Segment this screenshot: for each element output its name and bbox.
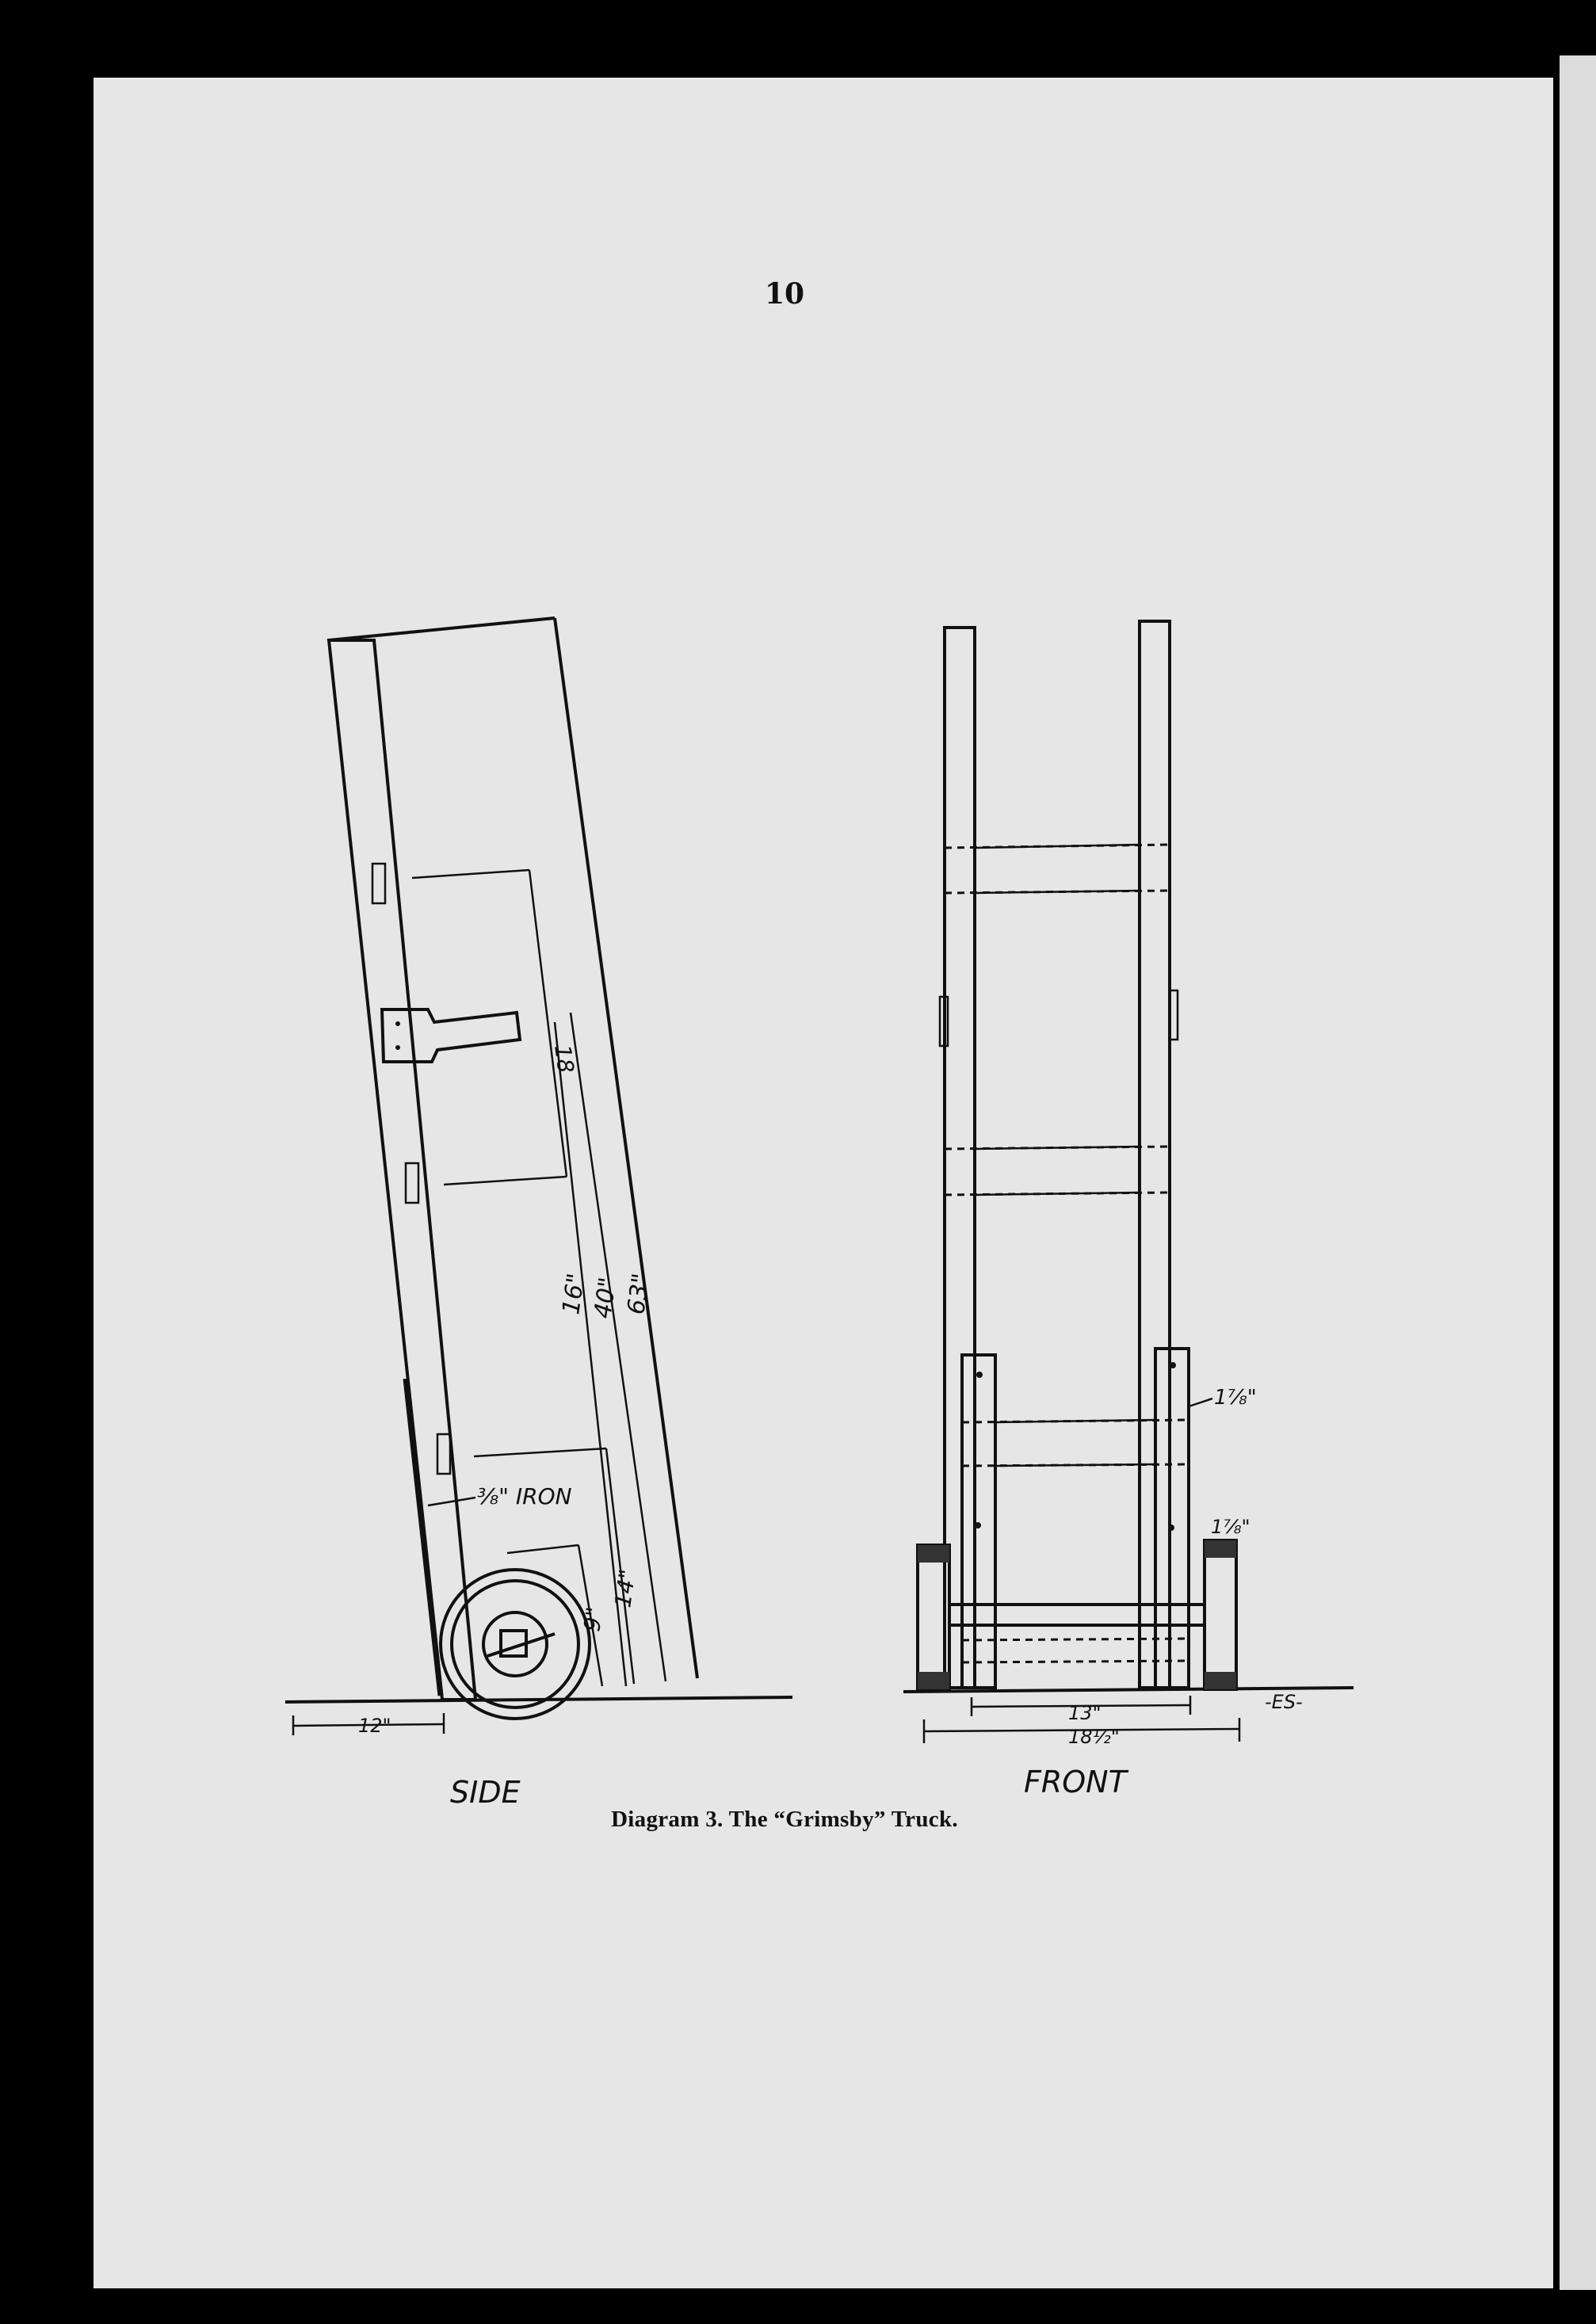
rivet	[1170, 1362, 1176, 1368]
rivet	[1168, 1525, 1174, 1531]
side-view	[285, 618, 792, 1810]
bracket-rivet	[395, 1045, 400, 1050]
slot-mid	[406, 1163, 418, 1203]
leader-rail	[1189, 1399, 1212, 1406]
side-wheel-outer	[441, 1570, 590, 1719]
front-view	[903, 621, 1354, 1799]
view-label-front: FRONT	[1024, 1765, 1127, 1799]
front-rail-left	[945, 628, 975, 1688]
side-frame-rail	[329, 640, 475, 1700]
front-lower-left	[962, 1355, 995, 1688]
dim-label-18-5: 18½"	[1068, 1726, 1120, 1748]
dim-label-16: 16"	[557, 1271, 591, 1317]
dim-label-18: 18	[549, 1043, 579, 1075]
bracket-rivet	[395, 1021, 400, 1026]
wheel-tread-left	[918, 1672, 949, 1689]
side-wheel-hub	[483, 1612, 547, 1676]
dim-label-14: 14"	[609, 1567, 641, 1609]
handle-bracket	[382, 1009, 520, 1062]
rivet	[976, 1372, 983, 1378]
initials-mark: -ES-	[1265, 1691, 1303, 1713]
slot-low	[437, 1434, 450, 1474]
dim-label-9: 9"	[578, 1605, 609, 1633]
side-crossbar	[412, 870, 529, 878]
front-wheel-right	[1205, 1540, 1236, 1689]
iron-leader	[428, 1498, 475, 1505]
dim-label-13: 13"	[1068, 1702, 1102, 1724]
dim-label-40: 40"	[589, 1275, 623, 1321]
slot-top	[372, 864, 385, 903]
dim-line-14	[606, 1448, 634, 1684]
iron-strap	[406, 1379, 441, 1696]
side-crossbar	[444, 1177, 567, 1185]
side-crossbar	[507, 1545, 578, 1553]
dim-line-63	[555, 618, 697, 1678]
front-lower-right	[1155, 1349, 1189, 1688]
wheel-tread-left	[918, 1545, 949, 1563]
wheel-tread-right	[1205, 1672, 1236, 1689]
dim-label-63: 63"	[622, 1271, 656, 1317]
side-frame-top	[329, 618, 555, 640]
side-crossbar	[474, 1448, 606, 1456]
dim-label-iron: ⅜" IRON	[477, 1483, 572, 1509]
dim-line-18	[529, 870, 567, 1177]
dim-label-12: 12"	[358, 1715, 391, 1737]
page-number: 10	[764, 277, 805, 311]
figure-caption: Diagram 3. The “Grimsby” Truck.	[611, 1807, 958, 1832]
wheel-tread-right	[1205, 1540, 1236, 1558]
dim-label-rail: 1⅞"	[1214, 1386, 1257, 1410]
rivet	[975, 1522, 981, 1528]
view-label-side: SIDE	[450, 1775, 521, 1810]
front-axle	[949, 1605, 1205, 1625]
dim-label-axle: 1⅞"	[1211, 1516, 1250, 1538]
